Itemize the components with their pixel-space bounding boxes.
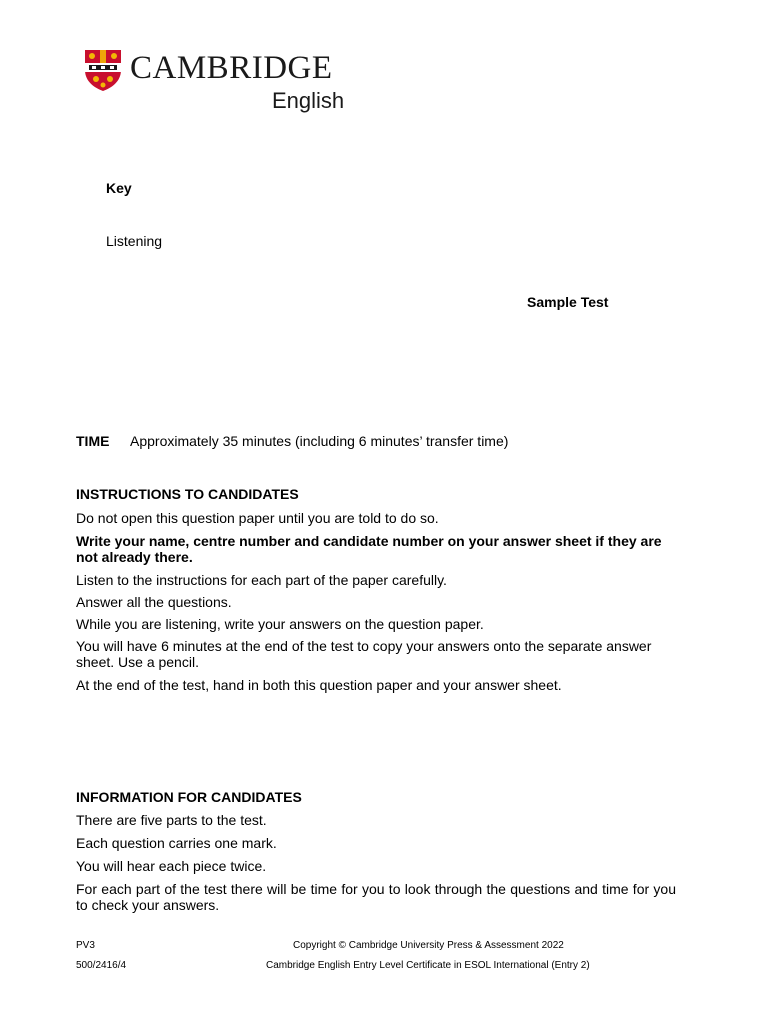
time-label: TIME [76,433,110,449]
instruction-item: Answer all the questions. [76,594,232,610]
instruction-item: Do not open this question paper until you are told to do so. [76,510,439,526]
instruction-item: Write your name, centre number and candidate number on your answer sheet if they are not already there. [76,533,662,565]
footer-ref: 500/2416/4 [76,960,127,971]
instructions-section [76,486,676,693]
instructions-heading: INSTRUCTIONS TO CANDIDATES [76,486,299,502]
information-heading: INFORMATION FOR CANDIDATES [76,789,302,805]
footer-qualification: Cambridge English Entry Level Certificate in ESOL International (Entry 2) [266,960,590,971]
logo-subtitle: English [272,88,345,113]
sample-test-label: Sample Test [527,294,609,310]
cambridge-shield-icon [83,48,123,92]
footer-code: PV3 [76,940,95,951]
cambridge-english-logo [83,46,363,118]
paper-name: Listening [106,233,163,249]
key-label: Key [106,180,132,196]
logo-wordmark: CAMBRIDGE [130,50,333,86]
footer-copyright: Copyright © Cambridge University Press & Assessment 2022 [293,940,564,951]
information-section [76,789,676,913]
instruction-item: Listen to the instructions for each part of the paper carefully. [76,572,447,588]
instruction-item: While you are listening, write your answers on the question paper. [76,616,484,632]
instruction-item: At the end of the test, hand in both this question paper and your answer sheet. [76,677,562,693]
information-item: Each question carries one mark. [76,835,277,851]
time-text: Approximately 35 minutes (including 6 minutes’ transfer time) [130,433,509,449]
information-item: You will hear each piece twice. [76,858,267,874]
information-item: For each part of the test there will be time for you to look through the questions and time for you to check your answers. [76,881,676,913]
information-item: There are five parts to the test. [76,812,267,828]
instruction-item: You will have 6 minutes at the end of the test to copy your answers onto the separate answer sheet. Use a pencil. [76,638,652,670]
